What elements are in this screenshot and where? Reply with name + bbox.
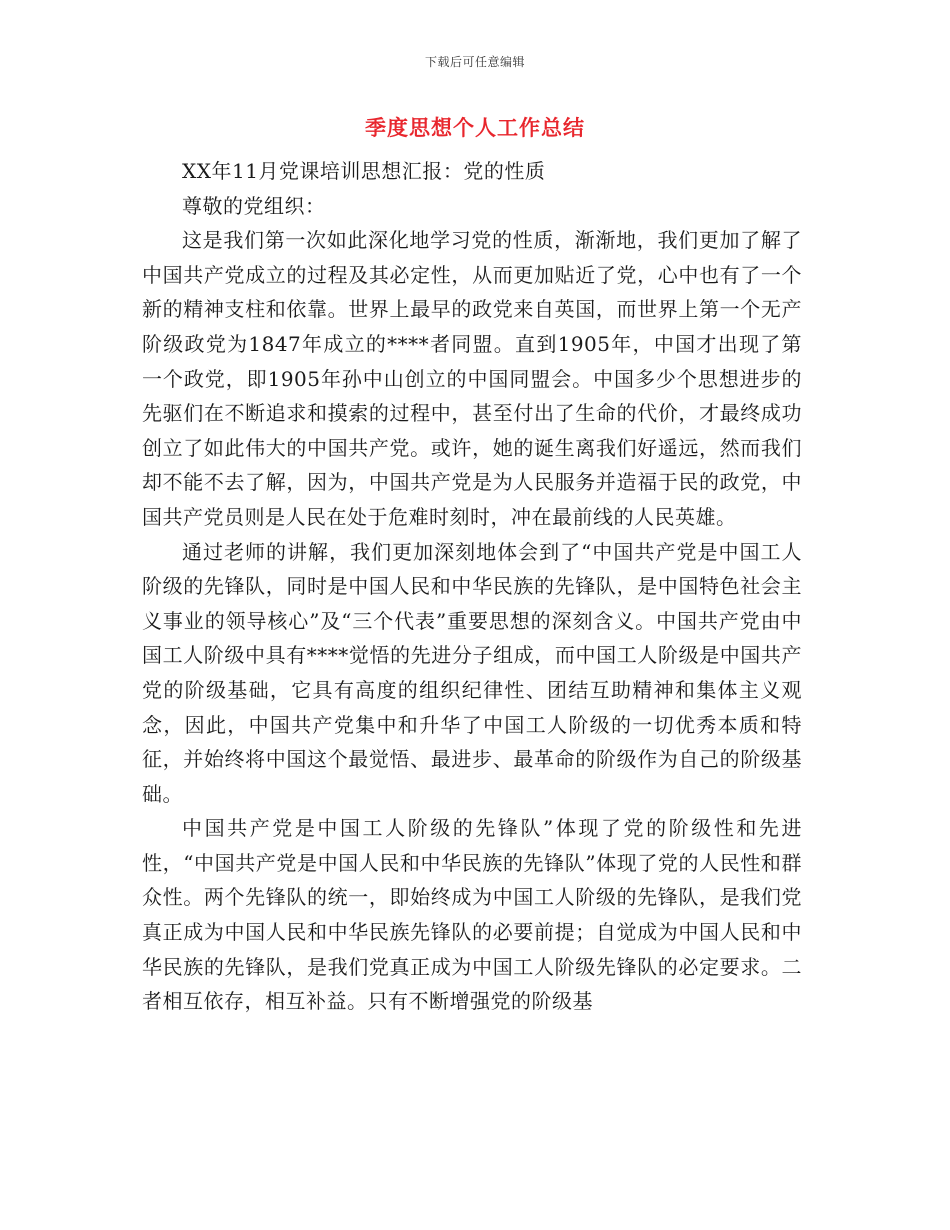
header-note: 下载后可任意编辑 — [424, 55, 525, 69]
paragraph-body-1: 这是我们第一次如此深化地学习党的性质，渐渐地，我们更加了解了中国共产党成立的过程及其必定性，从而更加贴近了党，心中也有了一个新的精神支柱和依靠。世界上最早的政党来自英国，而世界上第一个无产阶级政党为1847年成立的****者同盟。直到1905年，中国才出现了第一个政党，即1905年孙中山创立的中国同盟会。中国多少个思想进步的先驱们在不断追求和摸索的过程中，甚至付出了生命的代价，才最终成功创立了如此伟大的中国共产党。或许，她的诞生离我们好遥远，然而我们却不能不去了解，因为，中国共产党是为人民服务并造福于民的政党，中国共产党员则是人民在处于危难时刻时，冲在最前线的人民英雄。 — [142, 228, 802, 529]
paragraph-body-2: 通过老师的讲解，我们更加深刻地体会到了“中国共产党是中国工人阶级的先锋队，同时是中国人民和中华民族的先锋队，是中国特色社会主义事业的领导核心”及“三个代表”重要思想的深刻含义。中国共产党由中国工人阶级中具有****觉悟的先进分子组成，而中国工人阶级是中国共产党的阶级基础，它具有高度的组织纪律性、团结互助精神和集体主义观念，因此，中国共产党集中和升华了中国工人阶级的一切优秀本质和特征，并始终将中国这个最觉悟、最进步、最革命的阶级作为自己的阶级基础。 — [142, 539, 802, 806]
document-body — [142, 154, 802, 1019]
paragraph-subject-line: XX年11月党课培训思想汇报：党的性质 — [182, 159, 546, 183]
document-title: 季度思想个人工作总结 — [365, 115, 585, 140]
paragraph-salutation: 尊敬的党组织： — [182, 193, 326, 218]
paragraph-body-3: 中国共产党是中国工人阶级的先锋队”体现了党的阶级性和先进性，“中国共产党是中国人民和中华民族的先锋队”体现了党的人民性和群众性。两个先锋队的统一，即始终成为中国工人阶级的先锋队，是我们党真正成为中国人民和中华民族先锋队的必要前提；自觉成为中国人民和中华民族的先锋队，是我们党真正成为中国工人阶级先锋队的必定要求。二者相互依存，相互补益。只有不断增强党的阶级基 — [142, 816, 802, 1014]
